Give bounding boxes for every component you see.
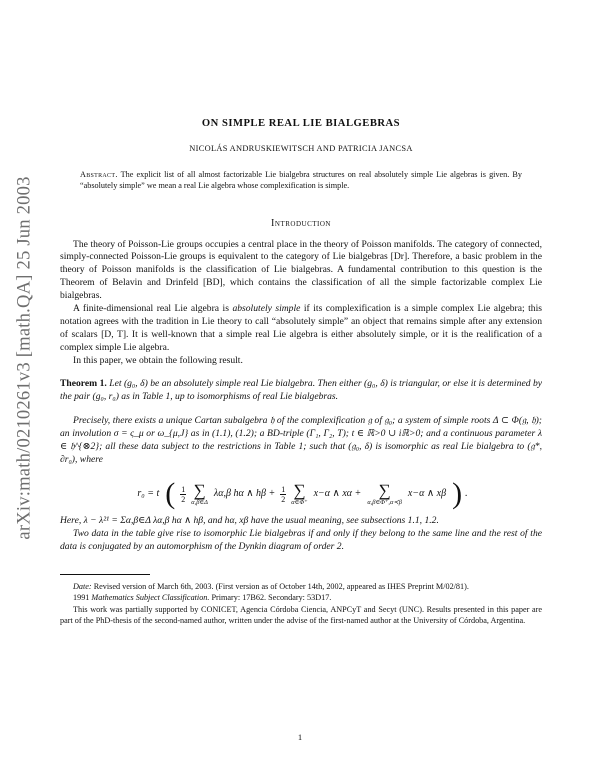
- formula-term-1: λα,β hα ∧ hβ +: [213, 487, 276, 499]
- formula-term-3: x−α ∧ xβ: [407, 487, 447, 499]
- arxiv-stamp: arXiv:math/0210261v3 [math.QA] 25 Jun 2003: [14, 175, 36, 540]
- formula-sum-2: ∑ α∈Φ⁺: [291, 481, 308, 507]
- theorem-label: Theorem 1.: [60, 377, 107, 389]
- abstract-label: Abstract.: [80, 169, 118, 179]
- paper-authors: NICOLÁS ANDRUSKIEWITSCH AND PATRICIA JANCSA: [189, 143, 413, 153]
- formula-sum-3: ∑ α,β∈Φ⁺,α≺β: [367, 481, 402, 507]
- intro-paragraph-2: A finite-dimensional real Lie algebra is absolutely simple if its complexification is a simple complex Lie algebra; this notation agrees with the tradition in Lie theory to call “absolutely simple” an object that remains simple after any extension of scalars [D, T]. It is well-known that a simple real Lie algebra is either absolutely simple, or it is the realification of a complex simple Lie algebra.: [60, 303, 542, 353]
- here-paragraph: Here, λ − λ²¹ = Σα,β∈Δ λα,β hα ∧ hβ, and hα, xβ have the usual meaning, see subsections 1.1, 1.2.: [60, 515, 439, 527]
- formula-end: .: [465, 487, 468, 499]
- r0-formula: [60, 479, 542, 509]
- page-number: 1: [297, 732, 303, 742]
- formula-left-paren: (: [165, 477, 176, 511]
- intro-paragraph-3: In this paper, we obtain the following result.: [73, 354, 243, 366]
- precise-paragraph: Precisely, there exists a unique Cartan subalgebra 𝔥 of the complexification 𝔤 of 𝔤₀; a system of simple roots Δ ⊂ Φ(𝔤, 𝔥); an involution σ = ς_μ or ω_{μ,J} as in (1.1), (1.2); a BD-triple (Γ₁, Γ₂, T); t ∈ ℝ>0 ∪ iℝ>0; and a continuous parameter λ ∈ 𝔥^{⊗2}; all these data subject to the restrictions in Table 1; such that (𝔤₀, δ) is isomorphic as real Lie bialgebra to (𝔤*, ∂r₀), where: [60, 415, 542, 466]
- footnote-date: Date: Revised version of March 6th, 2003. (First version as of October 14th, 2002, appeared as IHES Preprint M/02/81).: [73, 581, 469, 591]
- footnotes: [60, 581, 542, 627]
- abstract-text: The explicit list of all almost factorizable Lie bialgebra structures on real absolutely simple Lie algebras is given. By “absolutely simple” we mean a real Lie algebra whose complexification is simple.: [80, 169, 522, 191]
- footnote-support: This work was partially supported by CONICET, Agencia Córdoba Ciencia, ANPCyT and Secyt (UNC). Results presented in this paper are part of the PhD-thesis of the second-named author, written under the advise of the first-named author at the University of Córdoba, Argentina.: [60, 604, 542, 625]
- intro-paragraph-1: The theory of Poisson-Lie groups occupies a central place in the theory of Poisson manifolds. The category of connected, simply-connected Poisson-Lie groups is equivalent to the category of Lie bialgebras [Dr]. Therefore, a basic problem in the theory of Poisson manifolds is the classification of Lie bialgebras. A fundamental contribution to this question is the Theorem of Belavin and Drinfeld [BD], which contains the classification of all the simple factorizable complex Lie bialgebras.: [60, 238, 542, 302]
- footnote-msc: 1991 Mathematics Subject Classification. Primary: 17B62. Secondary: 53D17.: [73, 593, 332, 603]
- absolutely-simple-emphasis: absolutely simple: [232, 303, 301, 315]
- formula-lhs: r₀ = t: [137, 487, 160, 499]
- formula-sum-1: ∑ α,β∈Δ: [191, 481, 208, 507]
- theorem-1: [60, 378, 542, 404]
- theorem-text: Let (g₀, δ) be an absolutely simple real Lie bialgebra. Then either (g₀, δ) is triangular, or else it is determined by the pair (g₀, r₀) as in Table 1, up to isomorphisms of real Lie bialgebras.: [60, 377, 543, 402]
- abstract: [80, 169, 522, 192]
- formula-half-1: $\frac{1}{2}$: [181, 484, 186, 504]
- formula-right-paren: ): [452, 477, 463, 511]
- formula-half-2: $\frac{1}{2}$: [281, 484, 286, 504]
- two-data-paragraph: Two data in the table give rise to isomorphic Lie bialgebras if and only if they belong to the same line and the rest of the data is conjugated by an automorphism of the Dynkin diagram of order 2.: [60, 527, 542, 552]
- paper-title: ON SIMPLE REAL LIE BIALGEBRAS: [201, 118, 401, 129]
- section-heading-introduction: Introduction: [271, 217, 331, 229]
- paper-content: [60, 112, 542, 626]
- formula-term-2: x−α ∧ xα +: [313, 487, 362, 499]
- footnote-rule: [60, 574, 150, 575]
